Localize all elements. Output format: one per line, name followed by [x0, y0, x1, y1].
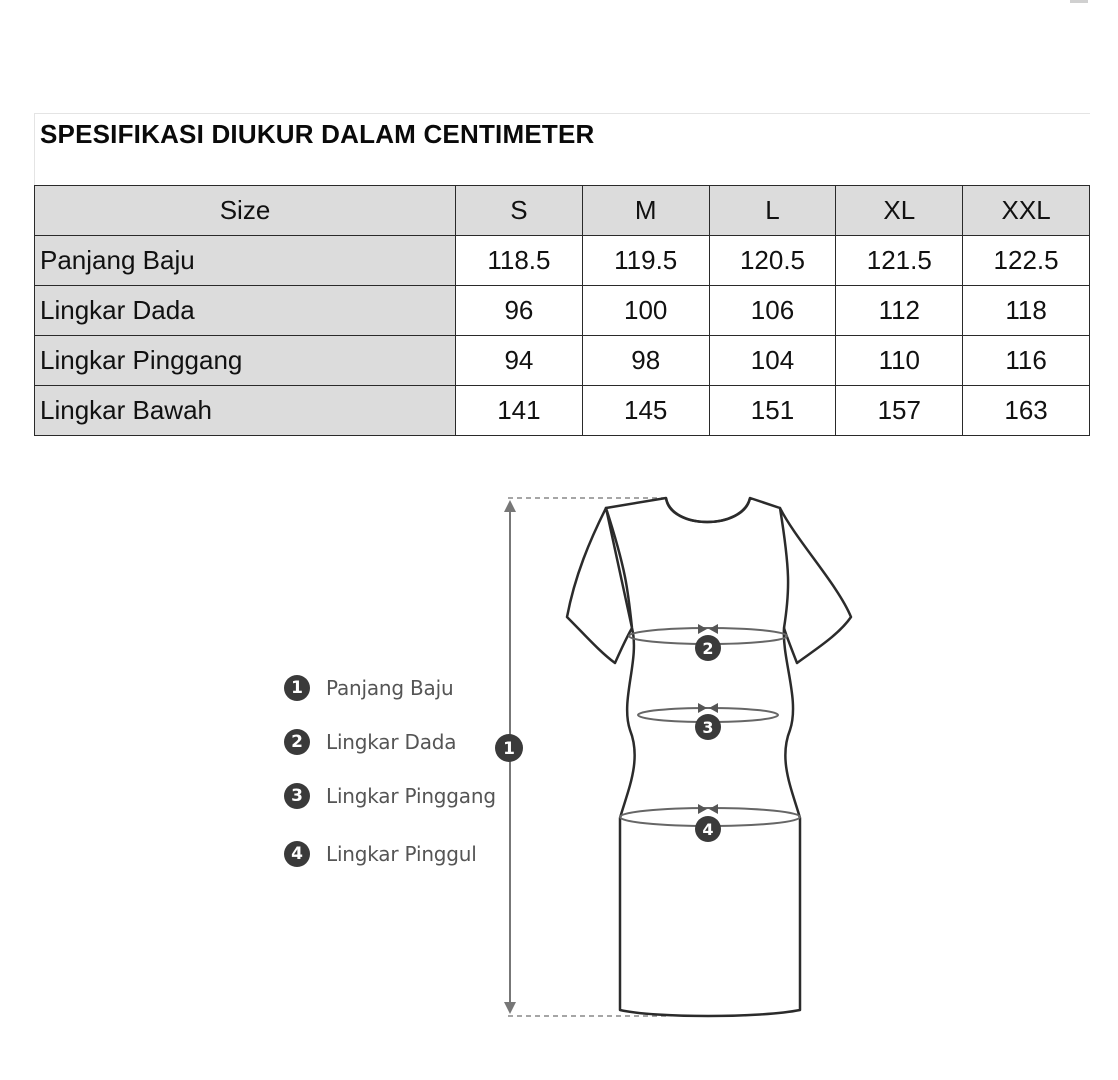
header-size-xl: XL	[836, 186, 963, 236]
table-cell: 119.5	[582, 236, 709, 286]
row-label: Lingkar Pinggang	[35, 336, 456, 386]
table-cell: 145	[582, 386, 709, 436]
waist-marker-number: 3	[702, 718, 714, 737]
table-title: SPESIFIKASI DIUKUR DALAM CENTIMETER	[34, 113, 1090, 185]
legend-number-badge: 2	[284, 729, 310, 755]
table-cell: 151	[709, 386, 836, 436]
corner-decoration	[1070, 0, 1088, 3]
table-row	[35, 236, 1090, 286]
header-size-xxl: XXL	[963, 186, 1090, 236]
table-row	[35, 336, 1090, 386]
legend-label: Panjang Baju	[326, 676, 454, 700]
row-label: Panjang Baju	[35, 236, 456, 286]
legend-label: Lingkar Dada	[326, 730, 457, 754]
header-size-m: M	[582, 186, 709, 236]
size-chart	[34, 113, 1090, 436]
dress-outline	[567, 498, 851, 1016]
measurement-diagram	[0, 470, 1118, 1070]
table-cell: 100	[582, 286, 709, 336]
table-cell: 163	[963, 386, 1090, 436]
dress-illustration	[0, 470, 1118, 1070]
table-row	[35, 386, 1090, 436]
table-cell: 104	[709, 336, 836, 386]
table-header-row	[35, 186, 1090, 236]
table-cell: 96	[456, 286, 583, 336]
length-marker-number: 1	[503, 739, 515, 759]
legend-number-badge: 4	[284, 841, 310, 867]
table-cell: 116	[963, 336, 1090, 386]
length-arrow-top	[504, 500, 516, 512]
size-table	[34, 185, 1090, 436]
table-cell: 122.5	[963, 236, 1090, 286]
table-cell: 157	[836, 386, 963, 436]
hip-marker-number: 4	[702, 820, 714, 839]
table-cell: 141	[456, 386, 583, 436]
table-cell: 94	[456, 336, 583, 386]
legend-label: Lingkar Pinggang	[326, 784, 496, 808]
legend-number-badge: 3	[284, 783, 310, 809]
row-label: Lingkar Bawah	[35, 386, 456, 436]
header-size-s: S	[456, 186, 583, 236]
length-arrow-bottom	[504, 1002, 516, 1014]
row-label: Lingkar Dada	[35, 286, 456, 336]
legend-label: Lingkar Pinggul	[326, 842, 477, 866]
table-cell: 110	[836, 336, 963, 386]
header-size-l: L	[709, 186, 836, 236]
chest-marker-number: 2	[702, 639, 714, 658]
table-cell: 121.5	[836, 236, 963, 286]
table-cell: 112	[836, 286, 963, 336]
legend-number-badge: 1	[284, 675, 310, 701]
table-cell: 118.5	[456, 236, 583, 286]
table-cell: 98	[582, 336, 709, 386]
header-size-label: Size	[35, 186, 456, 236]
table-cell: 118	[963, 286, 1090, 336]
table-row	[35, 286, 1090, 336]
table-cell: 120.5	[709, 236, 836, 286]
table-cell: 106	[709, 286, 836, 336]
